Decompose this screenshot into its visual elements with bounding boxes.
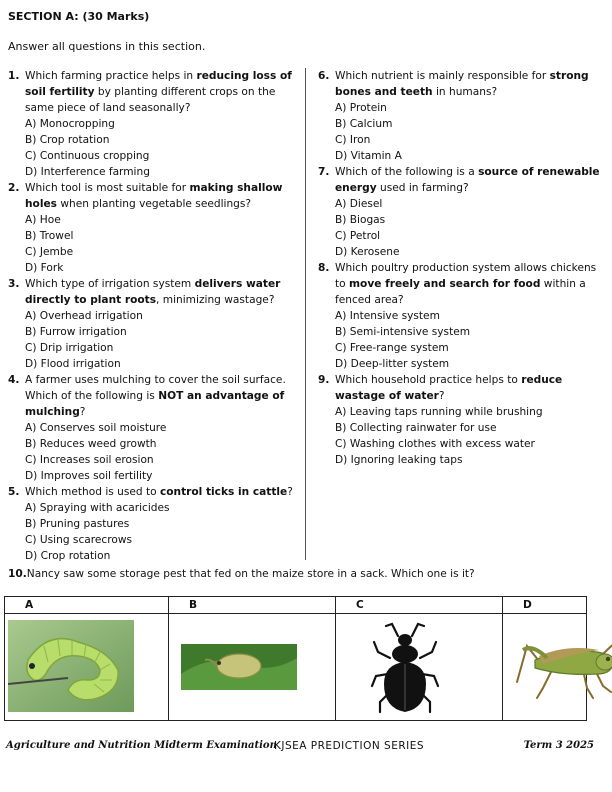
answer-option[interactable]: A) Leaving taps running while brushing (335, 406, 543, 418)
stem-emphasis: move freely and search for food (349, 278, 541, 290)
question-stem (25, 372, 298, 420)
stem-text: ? (438, 390, 445, 402)
header-c: C (336, 597, 503, 614)
question-4 (8, 372, 298, 420)
stem-text: Which tool is most suitable for (25, 182, 190, 194)
question-9 (318, 372, 606, 404)
answer-option[interactable]: D) Ignoring leaking taps (335, 454, 463, 466)
answer-option[interactable]: A) Intensive system (335, 310, 440, 322)
answer-option[interactable]: B) Collecting rainwater for use (335, 422, 497, 434)
answer-option[interactable]: B) Furrow irrigation (25, 326, 127, 338)
question-number: 4. (8, 374, 20, 386)
question-2 (8, 180, 298, 212)
answer-option[interactable]: A) Conserves soil moisture (25, 422, 167, 434)
stem-text: Which nutrient is mainly responsible for (335, 70, 550, 82)
answer-option[interactable]: A) Overhead irrigation (25, 310, 143, 322)
question-3 (8, 276, 298, 308)
answer-option[interactable]: A) Protein (335, 102, 387, 114)
answer-option[interactable]: D) Deep-litter system (335, 358, 450, 370)
stem-text: , minimizing wastage? (156, 294, 275, 306)
question-stem (335, 68, 606, 100)
answer-option[interactable]: D) Improves soil fertility (25, 470, 153, 482)
question-number: 8. (318, 262, 330, 274)
stem-text: by planting different crops on the same piece of land seasonally? (25, 86, 276, 114)
answer-option[interactable]: D) Flood irrigation (25, 358, 121, 370)
answer-option[interactable]: D) Kerosene (335, 246, 400, 258)
stem-text: ? (287, 486, 293, 498)
stem-text: in humans? (432, 86, 498, 98)
question-number: 2. (8, 182, 20, 194)
answer-option[interactable]: A) Spraying with acaricides (25, 502, 170, 514)
section-title: SECTION A: (30 Marks) (8, 10, 150, 23)
question-number: 9. (318, 374, 330, 386)
question-number: 5. (8, 486, 20, 498)
question-number: 7. (318, 166, 330, 178)
stem-text: Which type of irrigation system (25, 278, 195, 290)
question-stem (335, 260, 606, 308)
answer-option[interactable]: C) Petrol (335, 230, 381, 242)
answer-option[interactable]: D) Crop rotation (25, 550, 111, 562)
caterpillar-image (8, 620, 134, 712)
stem-emphasis: strong bones and teeth (335, 70, 589, 98)
grasshopper-image (513, 626, 612, 706)
option-a-cell (5, 614, 169, 721)
beetle-image (370, 620, 440, 716)
answer-option[interactable]: B) Semi-intensive system (335, 326, 471, 338)
stem-text: A farmer uses mulching to cover the soil surface. Which of the following is (25, 374, 286, 402)
answer-option[interactable]: D) Vitamin A (335, 150, 402, 162)
stem-emphasis: NOT an advantage of mulching (25, 390, 285, 418)
question-number: 1. (8, 70, 20, 82)
stem-text: Which farming practice helps in (25, 70, 197, 82)
answer-option[interactable]: C) Increases soil erosion (25, 454, 154, 466)
question-number: 6. (318, 70, 330, 82)
page-footer (6, 740, 598, 756)
question-10 (8, 568, 475, 580)
header-a: A (5, 597, 169, 614)
answer-option[interactable]: D) Interference farming (25, 166, 150, 178)
column-divider (305, 68, 306, 560)
instructions: Answer all questions in this section. (8, 40, 206, 53)
question-6 (318, 68, 606, 100)
option-b-cell (169, 614, 336, 721)
stem-emphasis: delivers water directly to plant roots (25, 278, 281, 306)
answer-option[interactable]: B) Biogas (335, 214, 386, 226)
answer-option[interactable]: B) Crop rotation (25, 134, 110, 146)
weevil-larva-image (181, 644, 297, 690)
answer-option[interactable]: C) Iron (335, 134, 371, 146)
answer-option[interactable]: C) Using scarecrows (25, 534, 133, 546)
stem-text: Which poultry production system allows chickens to (335, 262, 597, 290)
answer-option[interactable]: B) Pruning pastures (25, 518, 130, 530)
header-b: B (169, 597, 336, 614)
answer-option[interactable]: C) Jembe (25, 246, 74, 258)
question-stem (25, 276, 298, 308)
questions-left-column (8, 68, 298, 564)
stem-emphasis: making shallow holes (25, 182, 283, 210)
question-5 (8, 484, 298, 500)
question-stem (335, 164, 606, 196)
stem-text: when planting vegetable seedlings? (56, 198, 252, 210)
answer-option[interactable]: D) Fork (25, 262, 64, 274)
pest-options-table (4, 596, 587, 721)
question-stem (25, 180, 298, 212)
question-stem (25, 68, 298, 116)
question-stem (335, 372, 606, 404)
questions-right-column (318, 68, 606, 468)
stem-text: used in farming? (376, 182, 469, 194)
answer-option[interactable]: A) Monocropping (25, 118, 115, 130)
stem-text: Which method is used to (25, 486, 160, 498)
stem-text: Which household practice helps to (335, 374, 522, 386)
answer-option[interactable]: A) Hoe (25, 214, 61, 226)
option-c-cell (336, 614, 503, 721)
answer-option[interactable]: C) Free-range system (335, 342, 449, 354)
question-stem: Nancy saw some storage pest that fed on the maize store in a sack. Which one is it? (26, 568, 475, 580)
stem-emphasis: reduce wastage of water (335, 374, 563, 402)
stem-emphasis: reducing loss of soil fertility (25, 70, 292, 98)
question-stem (25, 484, 298, 500)
question-number: 3. (8, 278, 20, 290)
stem-emphasis: source of renewable energy (335, 166, 600, 194)
answer-option[interactable]: B) Reduces weed growth (25, 438, 157, 450)
stem-emphasis: control ticks in cattle (160, 486, 288, 498)
option-d-cell (503, 614, 587, 721)
question-8 (318, 260, 606, 308)
answer-option[interactable]: B) Trowel (25, 230, 74, 242)
stem-text: Which of the following is a (335, 166, 479, 178)
footer-term: Term 3 2025 (523, 740, 594, 751)
answer-option[interactable]: C) Continuous cropping (25, 150, 150, 162)
answer-option[interactable]: A) Diesel (335, 198, 383, 210)
footer-exam-title: Agriculture and Nutrition Midterm Examination (6, 740, 277, 751)
answer-option[interactable]: C) Washing clothes with excess water (335, 438, 535, 450)
footer-series: KJSEA PREDICTION SERIES (274, 740, 425, 752)
question-7 (318, 164, 606, 196)
stem-text: within a fenced area? (335, 278, 586, 306)
question-1 (8, 68, 298, 116)
header-d: D (503, 597, 587, 614)
answer-option[interactable]: B) Calcium (335, 118, 393, 130)
answer-option[interactable]: C) Drip irrigation (25, 342, 114, 354)
question-number: 10. (8, 568, 27, 580)
stem-text: ? (79, 406, 86, 418)
